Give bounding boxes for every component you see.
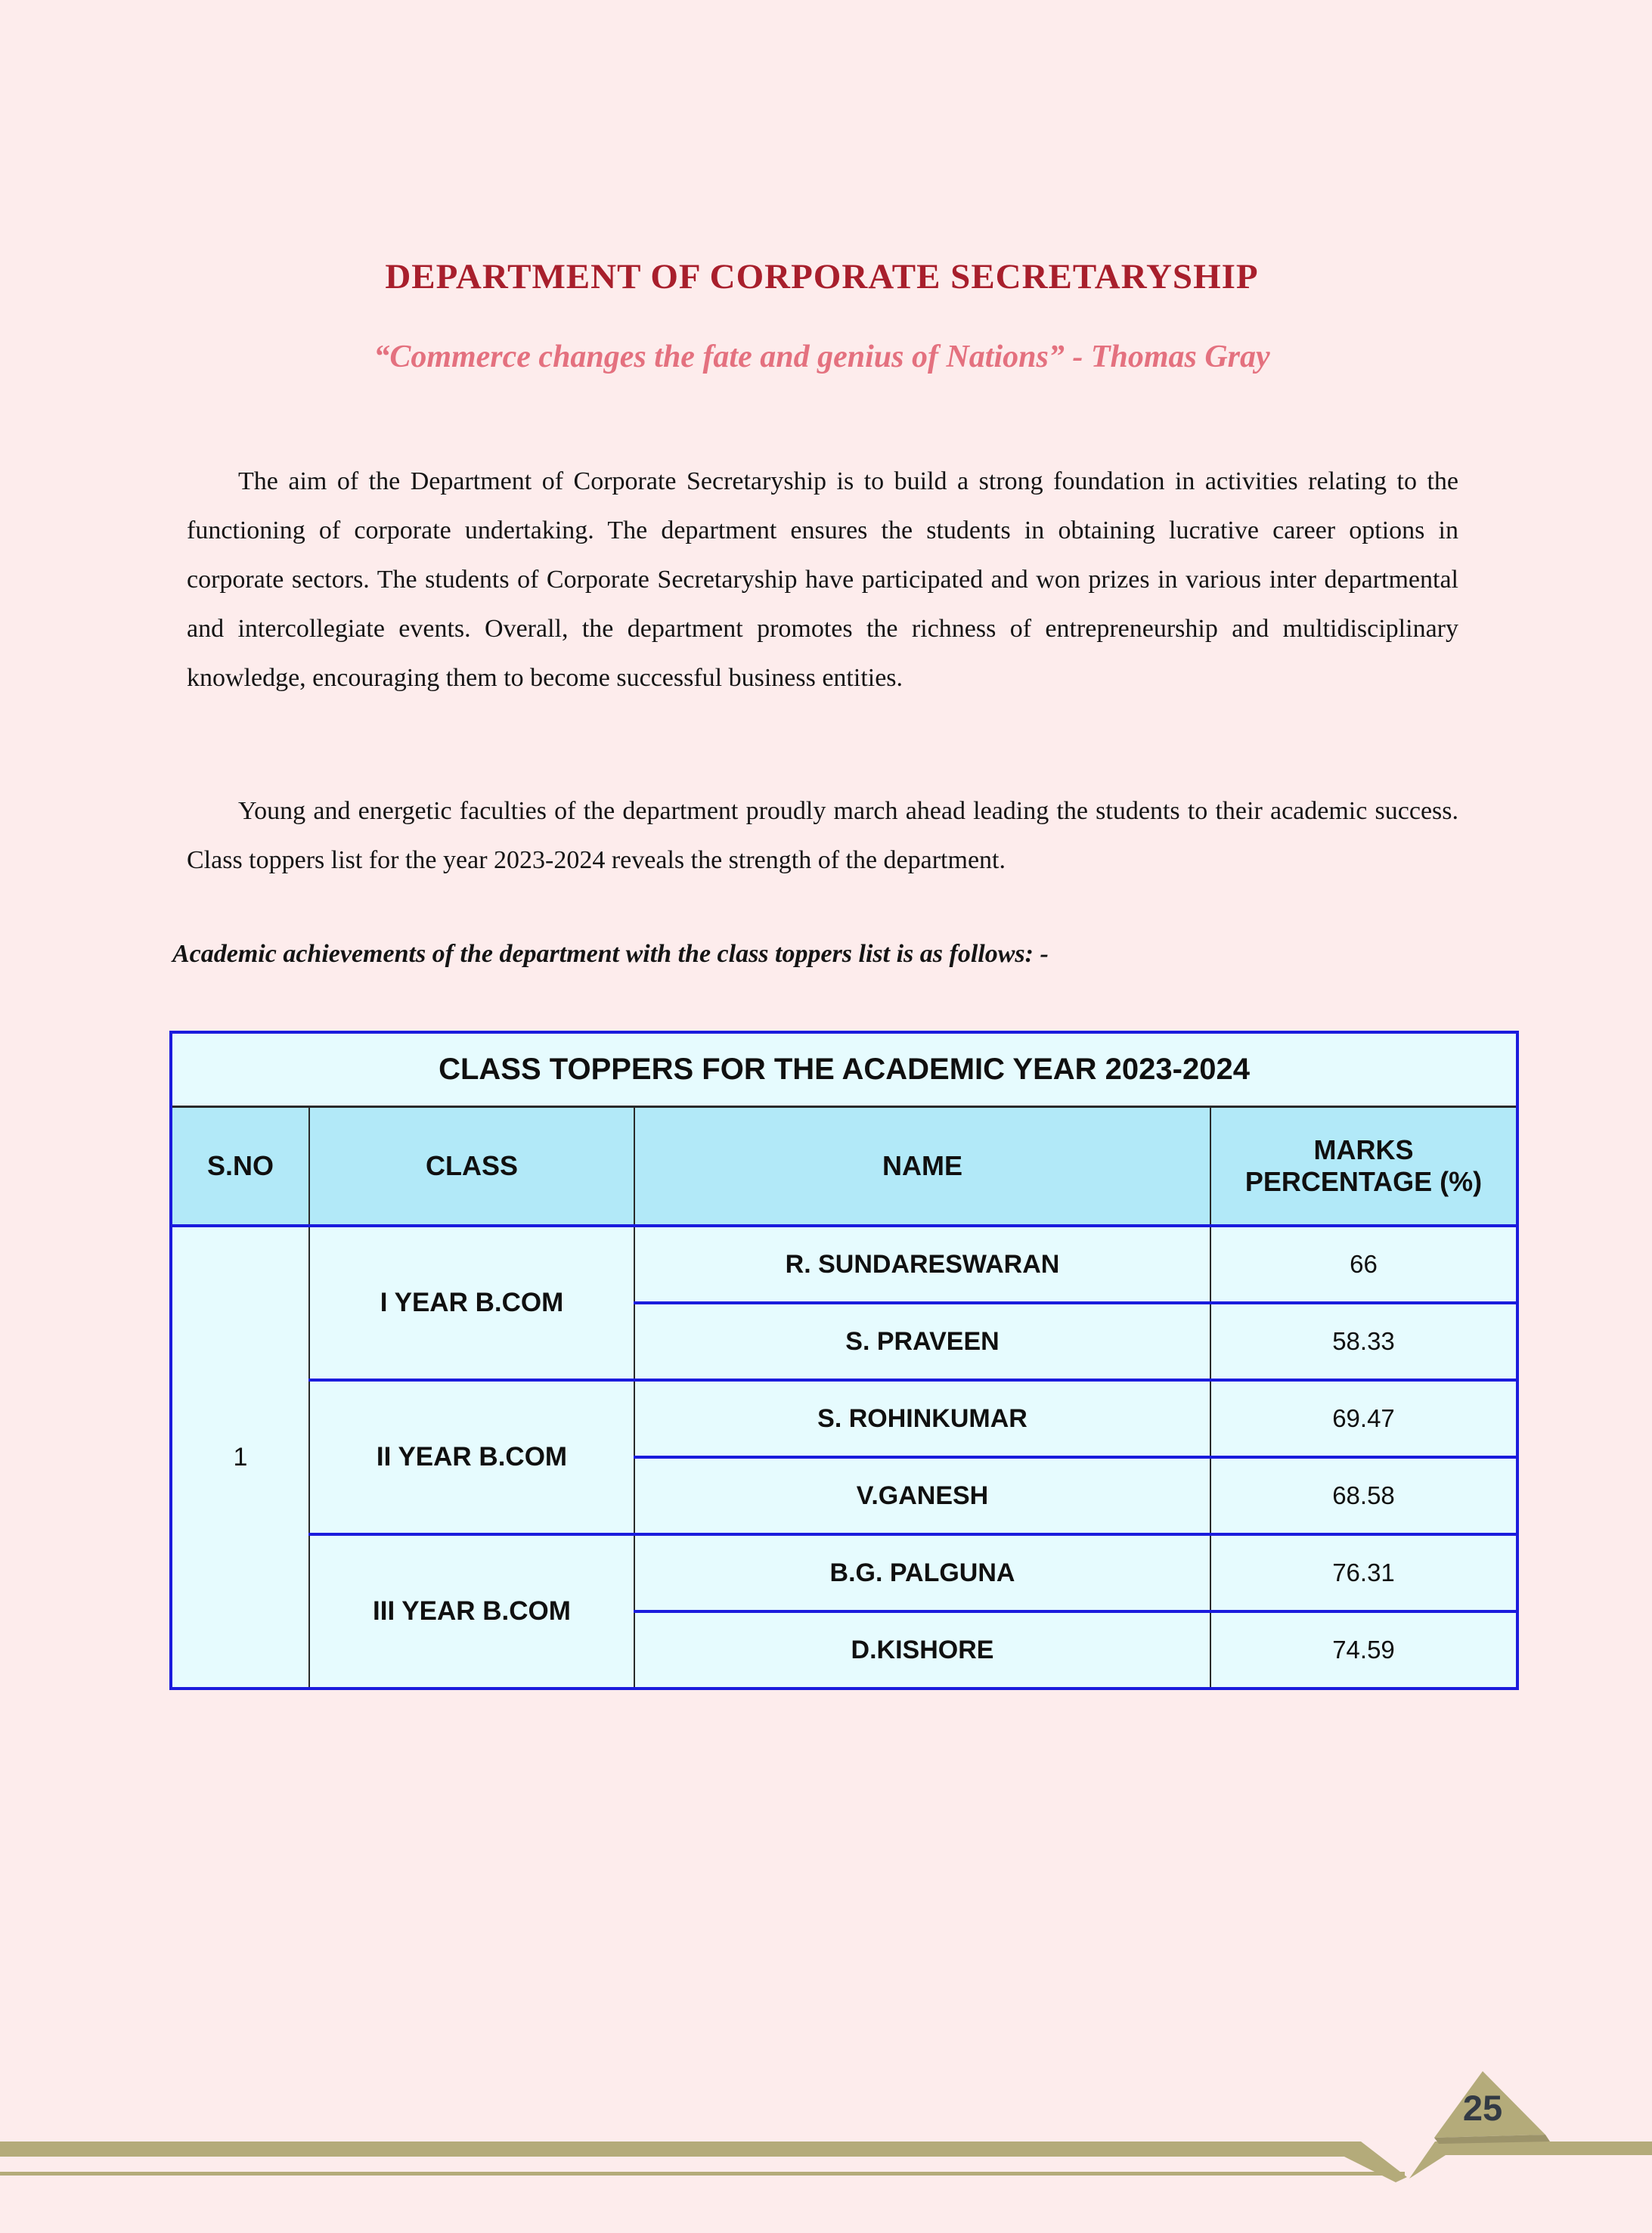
student-name: V.GANESH [634, 1457, 1210, 1534]
class-cell-year2: II YEAR B.COM [309, 1380, 634, 1534]
class-cell-year3: III YEAR B.COM [309, 1534, 634, 1689]
column-header-marks: MARKS PERCENTAGE (%) [1210, 1107, 1517, 1227]
ribbon-underline [0, 2172, 1405, 2176]
column-header-name: NAME [634, 1107, 1210, 1227]
student-marks: 69.47 [1210, 1380, 1517, 1457]
table-header-row [171, 1107, 1517, 1227]
footer-ribbon [0, 2006, 1652, 2233]
table-row [171, 1380, 1517, 1457]
student-marks: 58.33 [1210, 1303, 1517, 1380]
paragraph-2: Young and energetic faculties of the department proudly march ahead leading the students to their academic success. Class toppers list for the year 2023-2024 reveals the strength of the department. [187, 797, 1458, 874]
column-header-sno: S.NO [171, 1107, 309, 1227]
student-name: S. ROHINKUMAR [634, 1380, 1210, 1457]
student-marks: 66 [1210, 1226, 1517, 1303]
ribbon-band-right [1409, 2142, 1652, 2179]
quote-line: “Commerce changes the fate and genius of Nations” - Thomas Gray [373, 340, 1270, 374]
page-number-badge: 25 [1462, 2088, 1503, 2128]
student-name: B.G. PALGUNA [634, 1534, 1210, 1611]
student-marks: 76.31 [1210, 1534, 1517, 1611]
table-row [171, 1534, 1517, 1611]
note-heading: Academic achievements of the department with the class toppers list is as follows: - [172, 940, 1049, 968]
table-row [171, 1226, 1517, 1303]
sno-cell: 1 [171, 1226, 309, 1689]
class-toppers-table [169, 1031, 1519, 1690]
student-name: S. PRAVEEN [634, 1303, 1210, 1380]
paragraph-1: The aim of the Department of Corporate Secretaryship is to build a strong foundation in activities relating to the functioning of corporate undertaking. The department ensures the students in obtaining lucrative career options in corporate sectors. The students of Corporate Secretaryship have participated and won prizes in various inter departmental and intercollegiate events. Overall, the department promotes the richness of entrepreneurship and multidisciplinary knowledge, encouraging them to become successful business entities. [187, 467, 1458, 692]
table-title-row [171, 1032, 1517, 1107]
student-marks: 74.59 [1210, 1611, 1517, 1689]
ribbon-band-left [0, 2142, 1407, 2182]
student-name: D.KISHORE [634, 1611, 1210, 1689]
student-marks: 68.58 [1210, 1457, 1517, 1534]
page-title: DEPARTMENT OF CORPORATE SECRETARYSHIP [385, 257, 1259, 297]
table-title: CLASS TOPPERS FOR THE ACADEMIC YEAR 2023-2024 [171, 1032, 1517, 1107]
column-header-class: CLASS [309, 1107, 634, 1227]
student-name: R. SUNDARESWARAN [634, 1226, 1210, 1303]
class-cell-year1: I YEAR B.COM [309, 1226, 634, 1380]
